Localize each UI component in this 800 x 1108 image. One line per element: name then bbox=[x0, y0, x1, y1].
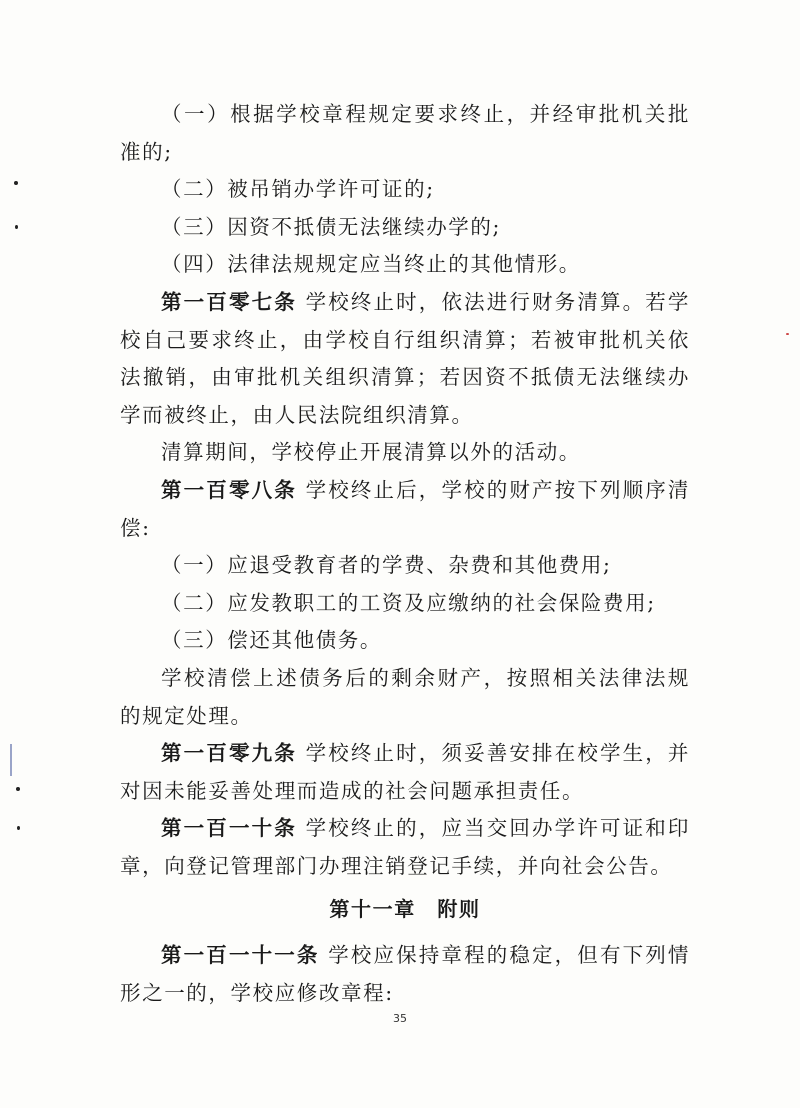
article-108: 第一百零八条 学校终止后，学校的财产按下列顺序清偿: bbox=[120, 477, 691, 540]
document-body bbox=[120, 96, 690, 1013]
scan-speck bbox=[16, 787, 20, 791]
scan-speck bbox=[15, 225, 18, 229]
article-109: 第一百零九条 学校终止时，须妥善安排在校学生，并对因未能妥善处理而造成的社会问题承担责任。 bbox=[120, 741, 691, 803]
paragraph: （一）根据学校章程规定要求终止，并经审批机关批准的; bbox=[120, 102, 690, 164]
article-heading: 第一百零八条 bbox=[161, 477, 297, 502]
chapter-title: 第十一章 附则 bbox=[329, 897, 481, 922]
article-110: 第一百一十条 学校终止的，应当交回办学许可证和印章，向登记管理部门办理注销登记手续，并向社会公告。 bbox=[120, 816, 691, 878]
paragraph: （二）被吊销办学许可证的; bbox=[161, 177, 435, 202]
article-heading: 第一百零九条 bbox=[161, 741, 297, 766]
article-107: 第一百零七条 学校终止时，依法进行财务清算。若学校自己要求终止，由学校自行组织清算；若被审批机关依法撤销，由审批机关组织清算；若因资不抵债无法继续办学而被终止，由人民法院组织清算。 bbox=[120, 289, 691, 427]
paragraph: （一）应退受教育者的学费、杂费和其他费用; bbox=[161, 553, 612, 578]
scan-speck bbox=[17, 826, 20, 830]
article-heading: 第一百零七条 bbox=[161, 289, 297, 314]
article-111: 第一百一十一条 学校应保持章程的稳定，但有下列情形之一的，学校应修改章程: bbox=[120, 943, 690, 1006]
scan-speck bbox=[786, 333, 789, 335]
article-heading: 第一百一十一条 bbox=[161, 943, 320, 968]
paragraph: 清算期间，学校停止开展清算以外的活动。 bbox=[161, 440, 581, 465]
paragraph: （四）法律法规规定应当终止的其他情形。 bbox=[161, 252, 581, 277]
page-number: 35 bbox=[393, 1012, 407, 1025]
paragraph: （三）偿还其他债务。 bbox=[161, 628, 382, 653]
paragraph: 学校清偿上述债务后的剩余财产，按照相关法律法规的规定处理。 bbox=[120, 665, 690, 728]
article-heading: 第一百一十条 bbox=[161, 816, 297, 841]
paragraph: （三）因资不抵债无法继续办学的; bbox=[161, 214, 502, 239]
scan-speck bbox=[14, 181, 18, 185]
scan-edge-mark bbox=[10, 744, 12, 776]
paragraph: （二）应发教职工的工资及应缴纳的社会保险费用; bbox=[161, 590, 656, 615]
